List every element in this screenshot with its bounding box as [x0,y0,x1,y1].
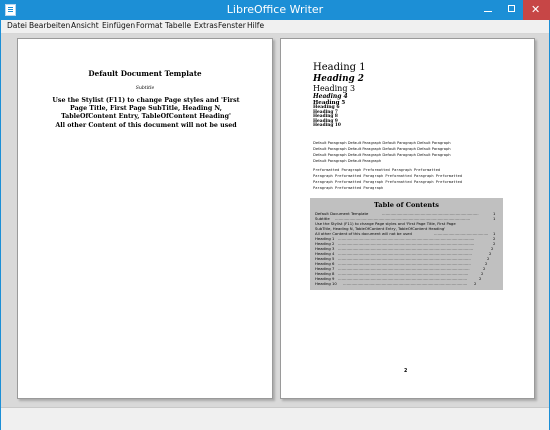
default-paragraph-sample [313,140,503,164]
toc-entry-label: Heading 1 [315,236,335,241]
instruction-line: Use the Stylist (F11) to change Page styles and 'First [52,97,240,104]
instruction-line: TableOfContent Entry, TableOfContent Heading' [61,113,231,121]
heading-3-sample: Heading 3 [313,83,356,93]
toc-leader-dots: ................................................................................ [382,212,479,216]
menu-format[interactable]: Format [136,21,163,30]
toc-entry-label: Subtitle [315,216,330,221]
minimize-button[interactable] [475,0,501,20]
toc-entry-page: 1 [493,216,496,221]
toc-leader-dots: .............................................................................................................. [338,257,471,261]
toc-leader-dots: ........................................................................................................... [338,277,468,281]
preformatted-line: Preformatted Paragraph Preformatted Paragraph Preformatted [313,168,441,172]
toc-entry-label: Heading 2 [315,241,335,246]
toc-leader-dots: ............................................. [434,232,489,236]
toc-entry-page: 2 [479,276,482,281]
preformatted-line: Paragraph Preformatted Paragraph Preformatted Paragraph Preformatted [313,180,463,184]
toc-entry-page: 2 [493,241,496,246]
toc-entry-label: Heading 10 [315,281,337,286]
page-number: 2 [404,369,408,374]
menu-einfuegen[interactable]: Einfügen [102,21,136,30]
instruction-line: All other Content of this document will not be used [55,121,237,129]
toc-entry-page: 2 [485,261,488,266]
preformatted-line: Paragraph Preformatted Paragraph Preformatted Paragraph Preformatted [313,174,463,178]
toc-leader-dots: ............................................................................................................... [338,252,472,256]
heading-2-sample: Heading 2 [313,74,364,84]
title-bar[interactable] [0,0,550,20]
preformatted-paragraph-sample [313,167,503,191]
toc-leader-dots: .............................................................................................................. [338,262,471,266]
toc-entry-label: Heading 4 [315,251,335,256]
paragraph-line: Default Paragraph Default Paragraph Default Paragraph Default Paragraph [313,153,451,157]
toc-leader-dots: ................................................................................................................. [338,242,475,246]
menu-tabelle[interactable]: Tabelle [165,21,192,30]
document-page-1[interactable] [17,38,273,399]
heading-4-sample: Heading 4 [313,92,348,100]
table-of-contents-title: Table of Contents [374,201,439,209]
toc-entry-page: 2 [489,251,492,256]
toc-entry-label: Heading 3 [315,246,335,251]
menu-extras[interactable]: Extras [194,21,218,30]
toc-entry-label: Default Document Template [315,211,369,216]
heading-10-sample: Heading 10 [313,122,341,128]
toc-entry-label: All other Content of this document will not be used [315,231,412,236]
toc-entry-label: Use the Stylist (F11) to change Page styles and 'First Page Title, First Page [315,221,456,226]
toc-entry-label: Heading 8 [315,271,335,276]
preformatted-line: Paragraph Preformatted Paragraph [313,186,384,190]
table-of-contents [310,198,503,290]
toc-leader-dots: ................................................................................................................ [338,247,474,251]
paragraph-line: Default Paragraph Default Paragraph Default Paragraph Default Paragraph [313,141,451,145]
toc-entry-label: Heading 5 [315,256,335,261]
heading-1-sample: Heading 1 [313,62,366,73]
toc-entry-page: 2 [487,256,490,261]
toc-entry-label: Heading 7 [315,266,335,271]
document-page-2[interactable] [280,38,535,399]
menu-bearbeiten[interactable]: Bearbeiten [29,21,71,30]
heading-5-sample: Heading 5 [313,99,346,106]
heading-6-sample: Heading 6 [313,105,340,111]
toc-entry-page: 1 [493,211,496,216]
document-subtitle: Subtitle [135,86,155,91]
instruction-line: Page Title, First Page SubTitle, Heading N, [70,105,222,113]
heading-samples [313,63,503,128]
window-title: LibreOffice Writer [226,3,324,16]
toc-entry-label: Heading 9 [315,276,335,281]
menu-hilfe[interactable]: Hilfe [247,21,265,30]
heading-8-sample: Heading 8 [313,114,338,120]
heading-9-sample: Heading 9 [313,118,338,124]
bottom-scroll-area[interactable] [1,407,549,430]
menu-fenster[interactable]: Fenster [218,21,246,30]
paragraph-line: Default Paragraph Default Paragraph Default Paragraph Default Paragraph [313,147,451,151]
toc-entry-page: 2 [481,271,484,276]
maximize-button[interactable] [499,0,525,20]
toc-leader-dots: ....................................................................................................... [343,282,468,286]
toc-leader-dots: ............................................................................................................. [338,267,470,271]
toc-leader-dots: ................................................................................................................ [335,217,471,221]
toc-entry-page: 1 [493,231,496,236]
toc-entry-page: 2 [474,281,477,286]
toc-entry-page: 2 [483,266,486,271]
toc-entry-page: 2 [491,246,494,251]
menu-ansicht[interactable]: Ansicht [71,21,99,30]
menu-datei[interactable]: Datei [7,21,28,30]
heading-7-sample: Heading 7 [313,109,338,115]
paragraph-line: Default Paragraph Default Paragraph [313,159,382,163]
menu-bar [1,20,549,34]
close-button[interactable] [523,0,550,20]
document-title: Default Document Template [88,69,202,78]
template-instructions [50,97,242,130]
document-workspace[interactable] [1,34,549,429]
toc-entry-page: 2 [493,236,496,241]
toc-leader-dots: ............................................................................................................ [338,272,469,276]
toc-leader-dots: ................................................................................................................. [338,237,475,241]
toc-entry-label: Heading 6 [315,261,335,266]
toc-entry-label: SubTitle, Heading N, TableOfContent Entry, TableOfContent Heading' [315,226,446,231]
